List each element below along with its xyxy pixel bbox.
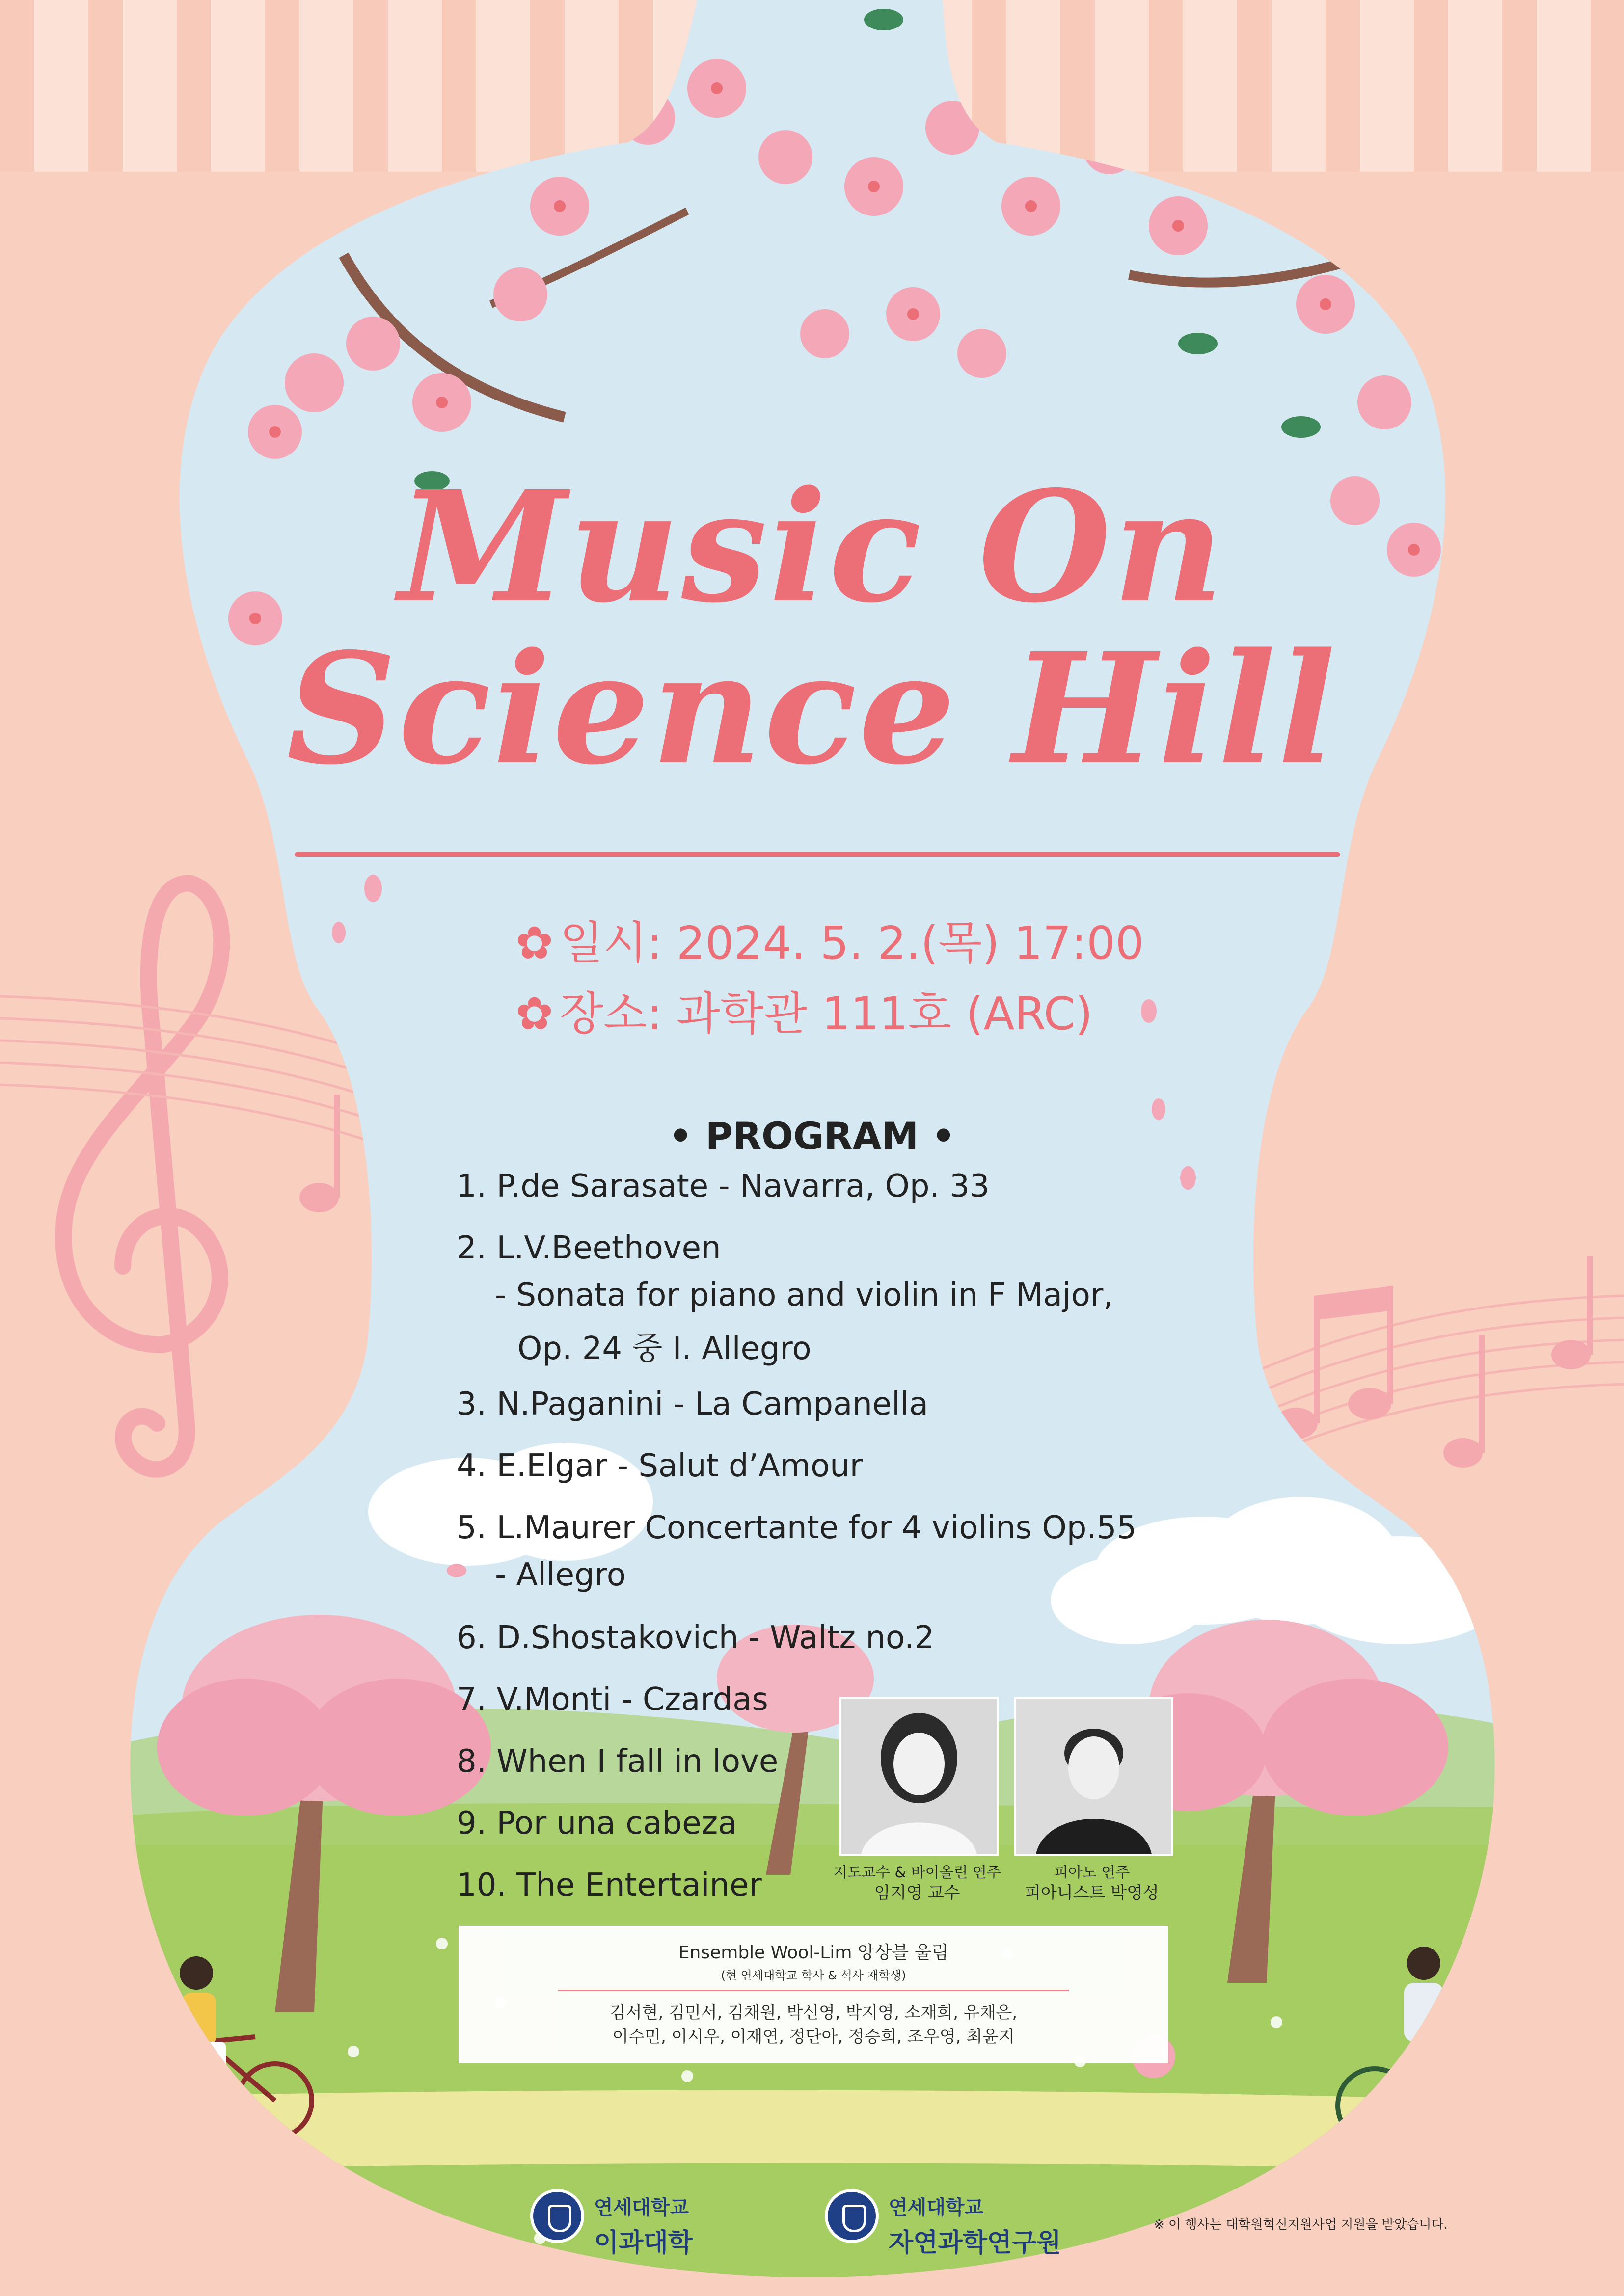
title-line-1: Music On: [398, 458, 1226, 637]
ensemble-title: Ensemble Wool-Lim 앙상블 울림: [678, 1943, 949, 1963]
ensemble-subtitle: (현 연세대학교 학사 & 석사 재학생): [721, 1969, 906, 1982]
performer-caption: [989, 1863, 1195, 1904]
program-item: 9. Por una cabeza: [457, 1805, 737, 1842]
funding-note: ※ 이 행사는 대학원혁신지원사업 지원을 받았습니다.: [1154, 2217, 1448, 2232]
program-item: 8. When I fall in love: [457, 1743, 779, 1780]
title-divider: [295, 852, 1340, 857]
event-date: [515, 917, 1203, 969]
program-item: 6. D.Shostakovich - Waltz no.2: [457, 1620, 935, 1656]
logo-university: 연세대학교: [889, 2196, 984, 2219]
program-item: 10. The Entertainer: [457, 1867, 762, 1903]
program-item-detail: - Sonata for piano and violin in F Major,: [495, 1277, 1113, 1313]
program-item-detail: Op. 24 중 I. Allegro: [517, 1331, 812, 1367]
performer-photo: [839, 1697, 999, 1856]
program-item: 5. L.Maurer Concertante for 4 violins Op.55: [457, 1510, 1137, 1546]
cyclist-right-rider: [1404, 1947, 1443, 2091]
performer-photo: [1014, 1697, 1173, 1856]
performer-role: 지도교수 & 바이올린 연주: [833, 1864, 1001, 1881]
logo-university: 연세대학교: [594, 2196, 689, 2219]
ensemble-divider: [558, 1990, 1069, 1991]
event-place-text: 장소: 과학관 111호 (ARC): [560, 988, 1093, 1040]
program-heading: • PROGRAM •: [668, 1114, 956, 1158]
title-line-2: Science Hill: [286, 620, 1338, 799]
program-item-detail: - Allegro: [495, 1557, 626, 1593]
event-date-text: 일시: 2024. 5. 2.(목) 17:00: [560, 917, 1144, 969]
treble-clef-icon: [63, 883, 221, 1469]
portrait-icon: [841, 1699, 997, 1854]
program-item: 1. P.de Sarasate - Navarra, Op. 33: [457, 1168, 990, 1204]
ensemble-members: 김서현, 김민서, 김채원, 박신영, 박지영, 소재희, 유채은,: [609, 2003, 1018, 2023]
yonsei-seal-icon: [825, 2189, 879, 2243]
performer-role: 피아노 연주: [1054, 1864, 1130, 1881]
performer-name: 임지영 교수: [874, 1883, 960, 1903]
logo-unit: 이과대학: [594, 2228, 693, 2258]
portrait-icon: [1016, 1699, 1171, 1854]
event-place: [515, 988, 1203, 1040]
yonsei-seal-icon: [530, 2189, 584, 2243]
ensemble-box: [459, 1926, 1168, 2063]
blossom-icon: ✿: [515, 988, 554, 1040]
blossom-icon: ✿: [515, 917, 554, 969]
program-item: 2. L.V.Beethoven: [457, 1230, 721, 1266]
logo-unit: 자연과학연구원: [889, 2228, 1061, 2258]
ensemble-members: 이수민, 이시우, 이재연, 정단아, 정승희, 조우영, 최윤지: [612, 2027, 1015, 2047]
program-item: 7. V.Monti - Czardas: [457, 1682, 768, 1718]
program-item: 4. E.Elgar - Salut d’Amour: [457, 1448, 863, 1484]
program-item: 3. N.Paganini - La Campanella: [457, 1386, 928, 1422]
performer-name: 피아니스트 박영성: [1025, 1883, 1159, 1903]
